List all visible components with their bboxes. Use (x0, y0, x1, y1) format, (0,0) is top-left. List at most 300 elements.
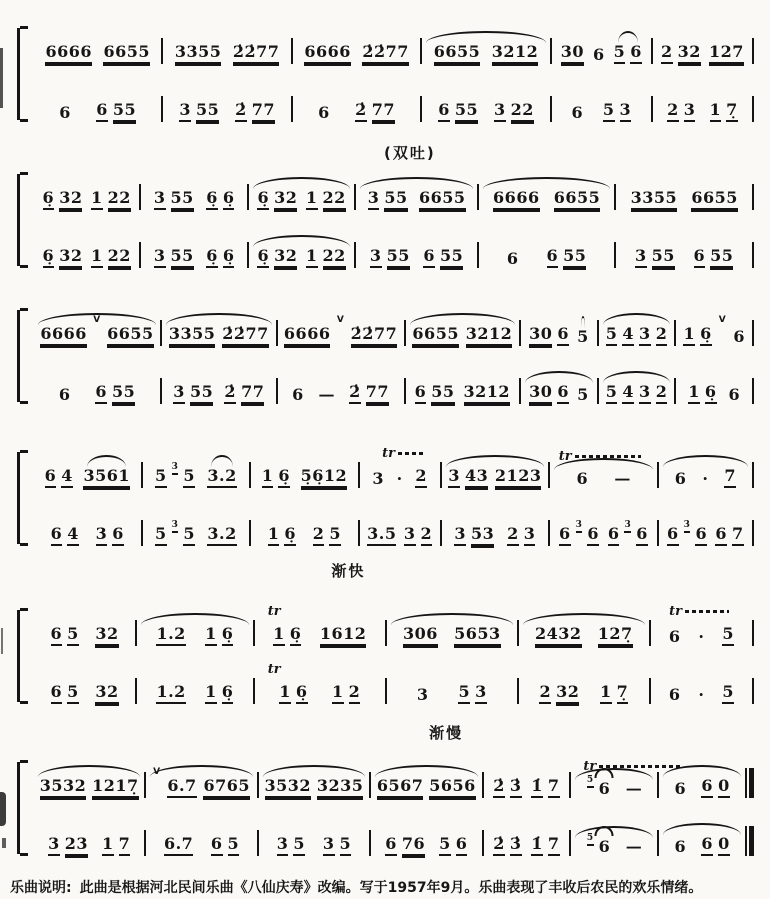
note-group: 6 (423, 248, 435, 268)
note-group: 6 (112, 526, 124, 546)
note-group: 1 (683, 326, 695, 346)
note-group: 22 (108, 190, 131, 210)
note-group (415, 384, 455, 404)
voice-line-2 (34, 362, 758, 412)
note-group: 55 (563, 248, 586, 268)
note-group: 306 (403, 626, 438, 646)
note-group: 6̣ (296, 684, 308, 704)
note-group: 6 (415, 384, 427, 404)
trill-wave-icon (599, 765, 681, 768)
measure (34, 44, 161, 64)
note-group: 6 (668, 685, 681, 705)
measure (659, 468, 752, 488)
note-group: 6̣ (223, 190, 235, 210)
note-group: 6 (701, 836, 713, 856)
measure (143, 462, 250, 488)
note-group: 5 (439, 836, 451, 856)
note-group: 6655 (103, 44, 150, 64)
measure (251, 468, 358, 488)
note-group (102, 836, 130, 856)
note-group: 6 (59, 103, 71, 123)
note-group: 5 (67, 626, 79, 646)
note-group: 5 (228, 836, 240, 856)
grace-note: 3 (172, 521, 179, 532)
measure (479, 190, 615, 210)
note-group (586, 775, 611, 799)
note-group: 30 (561, 44, 584, 64)
note-group (531, 836, 559, 856)
system-brace (17, 28, 27, 120)
note-group: 6 (733, 327, 745, 347)
voice-line-1 (34, 304, 758, 354)
note-group: 6̣ (290, 626, 302, 646)
note-group (667, 102, 695, 122)
note-group (43, 248, 83, 268)
note-group: 55 (431, 384, 454, 404)
note-group: 6.7 (164, 836, 193, 856)
note-group: 55 (171, 248, 194, 268)
note-group (95, 384, 135, 404)
note-group (385, 836, 425, 856)
note-group: 2 (539, 684, 551, 704)
note-group: 3235 (317, 778, 364, 798)
note-group: 6 (608, 526, 620, 546)
fermata-note: 6 (598, 837, 611, 857)
note-group (494, 102, 534, 122)
note-group (268, 526, 296, 546)
note-group (368, 190, 408, 210)
measure (653, 102, 752, 122)
trill-label: tr (382, 446, 395, 462)
note-group: 3 (454, 526, 466, 546)
measure (552, 102, 651, 122)
note-group (154, 248, 194, 268)
note-group: 6 (557, 384, 569, 404)
note-group: 55 (196, 102, 219, 122)
note-group: 3 (404, 526, 416, 546)
measure (552, 44, 651, 64)
system-brace (17, 310, 27, 402)
voice-line-1 (34, 604, 758, 654)
note-group (370, 248, 410, 268)
note-group (683, 326, 711, 346)
note-group: 77 (241, 384, 264, 404)
note-group: 2 (667, 102, 679, 122)
note-group: 3 (475, 684, 487, 704)
note-group: 5 (155, 468, 167, 488)
voice-line-1 (34, 168, 758, 218)
note-group (349, 384, 389, 404)
note-group: 22 (323, 248, 346, 268)
note-group: 6655 (434, 44, 481, 64)
system-4 (8, 446, 760, 554)
note-group: 6̣ (700, 326, 712, 346)
note-group: 3532 (265, 778, 312, 798)
note-group (262, 468, 290, 488)
trill-label: tr (669, 604, 682, 620)
note-group: 32 (95, 684, 118, 704)
note-group: 5 (606, 384, 618, 404)
system-2 (8, 144, 760, 276)
note-group (661, 44, 701, 64)
note-group (306, 190, 346, 210)
note-group (224, 384, 264, 404)
note-group: 6666 (304, 44, 351, 64)
note-group: 1 (91, 248, 103, 268)
system-brace (17, 452, 27, 544)
note-group: 6 (292, 385, 304, 405)
trill-label: tr (558, 449, 572, 465)
note-group: 1 (102, 836, 114, 856)
measure (659, 520, 752, 546)
note-group: 3 (620, 102, 632, 122)
note-group: 55 (113, 102, 136, 122)
note-group (600, 684, 628, 704)
note-group: 3 (48, 836, 60, 856)
note-group: 53 (471, 526, 494, 546)
breath-mark-icon: V (336, 315, 345, 326)
note-group: 3̇ (510, 778, 522, 798)
note-group: · (396, 469, 403, 489)
measure (163, 102, 290, 122)
note-group (51, 626, 79, 646)
note-group: 127̣ (598, 626, 633, 646)
note-group: · (698, 627, 705, 647)
measure (34, 778, 144, 798)
note-group: 6666 (40, 326, 87, 346)
note-group (448, 468, 488, 488)
note-group: 55 (710, 248, 733, 268)
note-group: 6 (45, 468, 57, 488)
note-group: 6̣ (257, 248, 269, 268)
measure (137, 684, 253, 704)
measure (34, 315, 160, 346)
note-group: 1 (262, 468, 274, 488)
note-group: 6 (571, 103, 584, 123)
note-group: 6666 (493, 190, 540, 210)
note-group: 32 (59, 190, 82, 210)
note-group: 30 (529, 384, 552, 404)
measure (422, 102, 549, 122)
measure (162, 384, 275, 404)
note-group: 4 (622, 326, 634, 346)
measure (676, 315, 752, 347)
note-group: 3.2 (207, 526, 236, 546)
note-group: 3355 (169, 326, 216, 346)
note-group: 2 (313, 526, 325, 546)
note-group: 32 (59, 248, 82, 268)
note-group: 6 (715, 526, 727, 546)
note-group (96, 526, 124, 546)
note-group: 5 (577, 327, 589, 347)
note-group: 3 (448, 468, 460, 488)
note-group: 1 (273, 626, 285, 646)
trill-label: tr (267, 662, 281, 678)
voice-line-2 (34, 662, 758, 712)
note-group: 2123 (495, 468, 542, 488)
breath-mark-icon: V (718, 315, 727, 326)
trill-wave-icon (685, 610, 729, 613)
measure (278, 384, 404, 404)
note-group: 6 (636, 526, 648, 546)
note-group: 3 (277, 836, 289, 856)
note-group: 1217̣ (92, 778, 139, 798)
final-barline (745, 768, 754, 798)
note-group: 22 (511, 102, 534, 122)
note-group: · (698, 685, 705, 705)
note-group: 1 (600, 684, 612, 704)
note-group: 2 (656, 326, 668, 346)
note-group: 6655 (691, 190, 738, 210)
barline (752, 38, 754, 64)
note-group (179, 102, 219, 122)
grace-note: 3 (576, 521, 583, 532)
measure (163, 44, 290, 64)
note-group: 3 (370, 248, 382, 268)
note-group: 77 (252, 102, 275, 122)
note-group (206, 248, 234, 268)
note-group: 3212 (464, 384, 511, 404)
note-group (51, 684, 79, 704)
note-group (688, 384, 716, 404)
trill-label: tr (267, 604, 281, 620)
measure (251, 526, 358, 546)
note-group: 5 (183, 468, 195, 488)
voice-line-2 (34, 814, 758, 864)
note-group: 5 (614, 44, 626, 64)
note-group: 6 (51, 626, 63, 646)
note-group: 3 (179, 102, 191, 122)
note-group: 1̇ (531, 778, 543, 798)
note-group: 5653 (454, 626, 501, 646)
note-group: 22 (323, 190, 346, 210)
note-group: 0 (718, 778, 730, 798)
note-group: 6 (587, 526, 599, 546)
measure (34, 684, 135, 704)
note-group (355, 102, 395, 122)
measure (442, 526, 549, 546)
measure (356, 248, 477, 268)
measure (599, 384, 675, 404)
grace-note: 3 (684, 521, 691, 532)
note-group (332, 684, 360, 704)
note-group: 3̇ (510, 836, 522, 856)
note-group: 7 (732, 526, 744, 546)
barline (752, 378, 754, 404)
note-group: 1 (332, 684, 344, 704)
trill-label: tr (583, 759, 597, 775)
note-group: 32 (678, 44, 701, 64)
note-group (154, 462, 195, 488)
note-group: 5 (293, 836, 305, 856)
note-group: 23 (65, 836, 88, 856)
measure (259, 778, 369, 798)
note-group: 6 (592, 45, 605, 65)
note-group: 3 (639, 384, 651, 404)
measure (360, 526, 440, 546)
note-group: 32 (556, 684, 579, 704)
fermata-note: 6 (598, 779, 611, 799)
note-group (493, 836, 521, 856)
measure (519, 684, 649, 704)
note-group: 2 (421, 526, 433, 546)
note-group (458, 684, 486, 704)
note-group (539, 684, 579, 704)
note-group: 6 (96, 102, 108, 122)
note-group: 2̇ (349, 384, 361, 404)
note-group (313, 526, 341, 546)
note-group (48, 836, 88, 856)
note-group (558, 520, 600, 546)
note-group: 3 (524, 526, 536, 546)
note-group (507, 526, 535, 546)
note-group: — (625, 779, 642, 799)
note-group: 6̣ (206, 190, 218, 210)
caption-text: 此曲是根据河北民间乐曲《八仙庆寿》改编。写于1957年9月。乐曲表现了丰收后农民的欢乐情绪。 (79, 880, 703, 896)
note-group: 2̇ (493, 778, 505, 798)
measure (571, 833, 657, 857)
note-group: 55 (171, 190, 194, 210)
measure (360, 446, 440, 489)
measure (34, 248, 139, 268)
system-3 (8, 304, 760, 412)
measure (162, 326, 275, 346)
note-group (91, 248, 131, 268)
measure (676, 384, 752, 404)
note-group: 127 (709, 44, 744, 64)
note-group: 6 (547, 248, 559, 268)
note-group: 1 (268, 526, 280, 546)
measure (141, 248, 246, 268)
note-group: 3 (416, 685, 429, 705)
note-group: 3 (372, 469, 384, 489)
double-tonguing-label: (双吐) (384, 144, 436, 162)
note-group: 55 (112, 384, 135, 404)
note-group: 76 (402, 836, 425, 856)
measure (616, 248, 752, 268)
note-group: 6 (438, 102, 450, 122)
note-group: 6 (506, 249, 519, 269)
note-group: 1 (306, 248, 318, 268)
note-group: 7 (119, 836, 131, 856)
note-group (404, 526, 432, 546)
scan-artifact (2, 838, 6, 848)
voice-line-2 (34, 226, 758, 276)
note-group: 6 (674, 469, 687, 489)
note-group: 1 (306, 190, 318, 210)
note-group: 55 (652, 248, 675, 268)
trill-annotation (268, 662, 281, 677)
measure (371, 836, 481, 856)
note-group: 7 (724, 468, 736, 488)
measure (550, 520, 657, 546)
measure (34, 836, 144, 856)
note-group: 55 (190, 384, 213, 404)
note-group: 6 (51, 526, 63, 546)
note-group: 6655 (412, 326, 459, 346)
note-group: 2 (507, 526, 519, 546)
note-group: 6 (674, 837, 687, 857)
measure (34, 526, 141, 546)
ritardando-label: 渐慢 (429, 724, 464, 742)
note-group: 6̣ (222, 684, 234, 704)
note-group: 6666 (45, 44, 92, 64)
measure (293, 102, 420, 122)
system-brace (17, 610, 27, 702)
note-group (614, 44, 642, 64)
note-group: 6 (95, 384, 107, 404)
note-group: 5 (67, 684, 79, 704)
note-group: 6655 (419, 190, 466, 210)
note-group: 0 (718, 836, 730, 856)
measure (141, 190, 246, 210)
measure (519, 626, 649, 646)
voice-line-2 (34, 504, 758, 554)
note-group: 1.2 (156, 684, 185, 704)
measure (479, 248, 615, 268)
note-group: 5 (458, 684, 470, 704)
system-5 (8, 562, 760, 712)
note-group: 2̇ (493, 836, 505, 856)
note-group: 6 (668, 627, 681, 647)
note-group: 1 (205, 684, 217, 704)
note-group: 2 (415, 468, 427, 488)
note-group: 6 (701, 778, 713, 798)
note-group: 6̣ (43, 248, 55, 268)
barline (752, 320, 754, 346)
note-group (715, 526, 743, 546)
note-group: 6̣ (43, 190, 55, 210)
note-group: 6̣ (223, 248, 235, 268)
note-group (91, 190, 131, 210)
measure (484, 836, 570, 856)
note-group: 6 (576, 469, 589, 489)
note-group: 3 (323, 836, 335, 856)
note-group: 6.7 (167, 778, 196, 798)
note-group: 5 (329, 526, 341, 546)
note-group (493, 778, 521, 798)
note-group: 7̣ (726, 102, 738, 122)
note-group: 2̇2̇77 (222, 326, 269, 346)
measure (406, 384, 519, 404)
note-group: 2̇2̇77 (233, 44, 280, 64)
note-group: 5̣6̣12 (301, 468, 348, 488)
note-group: 6̣ (278, 468, 290, 488)
note-group: 1̇ (531, 836, 543, 856)
grace-note: 5 (587, 834, 594, 845)
barline (752, 96, 754, 122)
measure (356, 190, 477, 210)
barline (752, 462, 754, 488)
note-group: 32 (274, 190, 297, 210)
note-group: 3 (684, 102, 696, 122)
note-group: 3 (154, 248, 166, 268)
note-group: 5 (577, 385, 589, 405)
note-group: 3 (639, 326, 651, 346)
measure (651, 604, 752, 647)
measure (34, 626, 135, 646)
note-group: 1612 (320, 626, 367, 646)
note-group: 6567 (377, 778, 424, 798)
measure (653, 44, 752, 64)
measure (571, 759, 657, 799)
note-group (586, 833, 611, 857)
note-group: 77 (366, 384, 389, 404)
trill-annotation (669, 604, 729, 619)
note-group (710, 102, 738, 122)
voice-line-2 (34, 80, 758, 130)
note-group: 6 (58, 385, 71, 405)
